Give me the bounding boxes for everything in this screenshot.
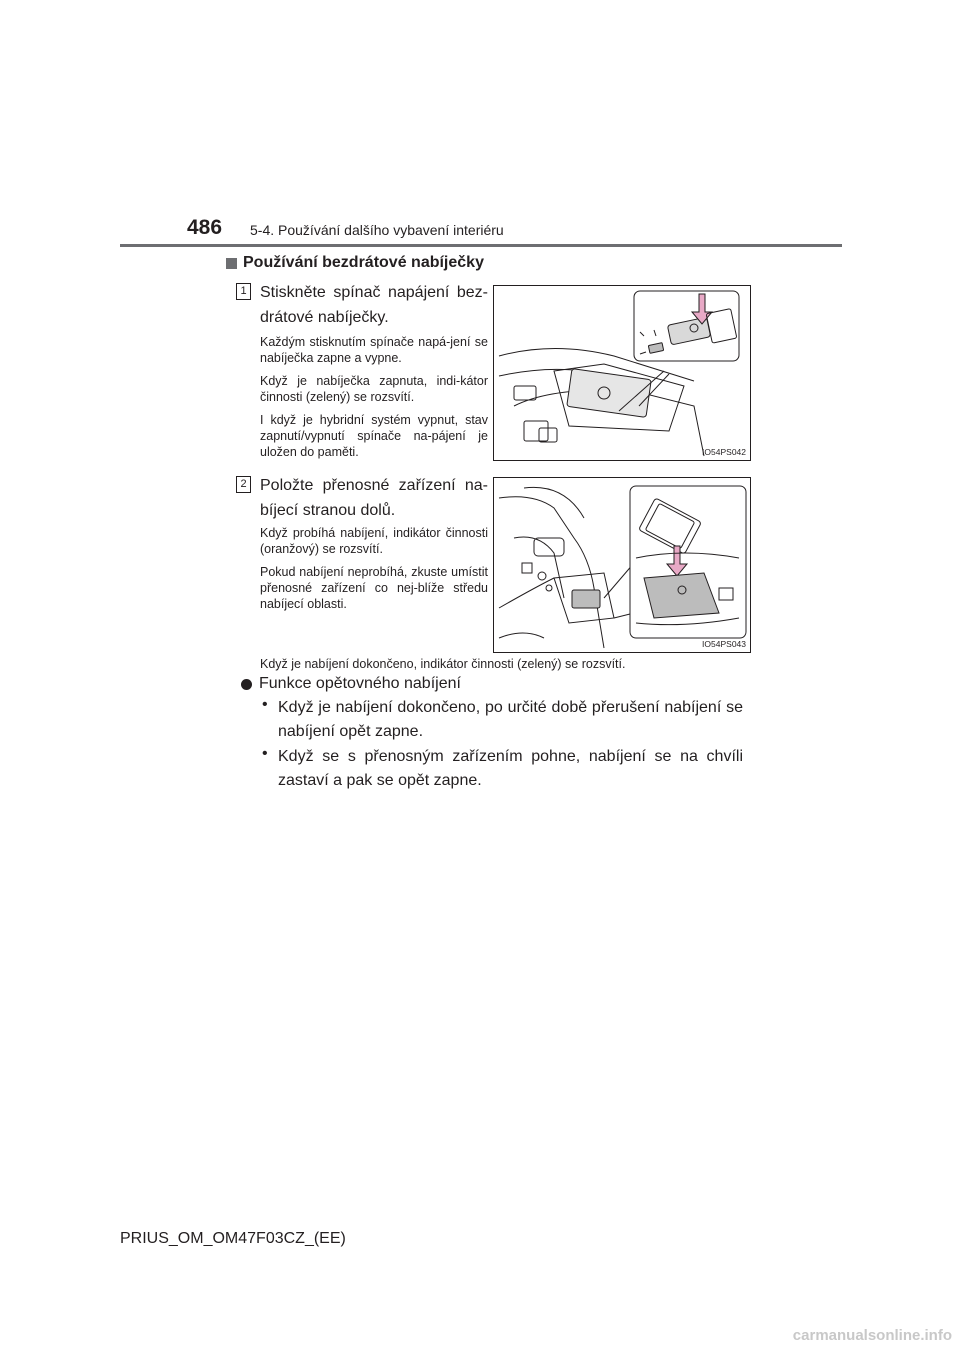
- step-1-instruction: Stiskněte spínač napájení bez-drátové nabíječky.: [260, 284, 488, 326]
- page-number: 486: [187, 216, 223, 239]
- figure-1-label: IO54PS042: [702, 447, 746, 457]
- figure-device-placement: [493, 477, 751, 653]
- figure-wireless-charger-switch: [493, 285, 751, 461]
- heading-text: Používání bezdrátové nabíječky: [243, 254, 484, 271]
- watermark: carmanualsonline.info: [792, 1327, 952, 1344]
- step-1-note-1: Každým stisknutím spínače napá-jení se nabíječka zapne a vypne.: [260, 335, 488, 365]
- feature-bullet-2: Když se s přenosným zařízením pohne, nabíjení se na chvíli zastaví a pak se opět zapne.: [278, 748, 743, 789]
- device-placement-illustration: [494, 478, 750, 652]
- step-number-2: 2: [236, 476, 251, 493]
- square-bullet-icon: [226, 258, 237, 269]
- feature-title-row: [241, 672, 461, 696]
- feature-title: Funkce opětovného nabíjení: [259, 675, 461, 692]
- section-heading: [226, 254, 484, 272]
- step-2-instruction: Položte přenosné zařízení na-bíjecí stranou dolů.: [260, 477, 488, 519]
- bullet-icon: •: [262, 696, 268, 713]
- bullet-icon: •: [262, 745, 268, 762]
- step-2-note-1: Když probíhá nabíjení, indikátor činnosti (oranžový) se rozsvítí.: [260, 526, 488, 556]
- circle-bullet-icon: [241, 679, 252, 690]
- step-2-note-2: Pokud nabíjení neprobíhá, zkuste umístit přenosné zařízení co nej-blíže středu nabíjecí oblasti.: [260, 565, 488, 611]
- step-number-1: 1: [236, 283, 251, 300]
- feature-bullet-1: Když je nabíjení dokončeno, po určité době přerušení nabíjení se nabíjení opět zapne.: [278, 699, 743, 740]
- step-1-note-2: Když je nabíječka zapnuta, indi-kátor činnosti (zelený) se rozsvítí.: [260, 374, 488, 404]
- header-divider: [120, 244, 842, 247]
- step-1-note-3: I když je hybridní systém vypnut, stav zapnutí/vypnutí spínače na-pájení je uložen do paměti.: [260, 413, 488, 459]
- section-title: 5-4. Používání dalšího vybavení interiéru: [250, 222, 504, 238]
- charger-switch-illustration: [494, 286, 750, 460]
- footer-code: PRIUS_OM_OM47F03CZ_(EE): [120, 1230, 346, 1247]
- figure-2-label: IO54PS043: [702, 639, 746, 649]
- completion-note: Když je nabíjení dokončeno, indikátor činnosti (zelený) se rozsvítí.: [260, 657, 626, 671]
